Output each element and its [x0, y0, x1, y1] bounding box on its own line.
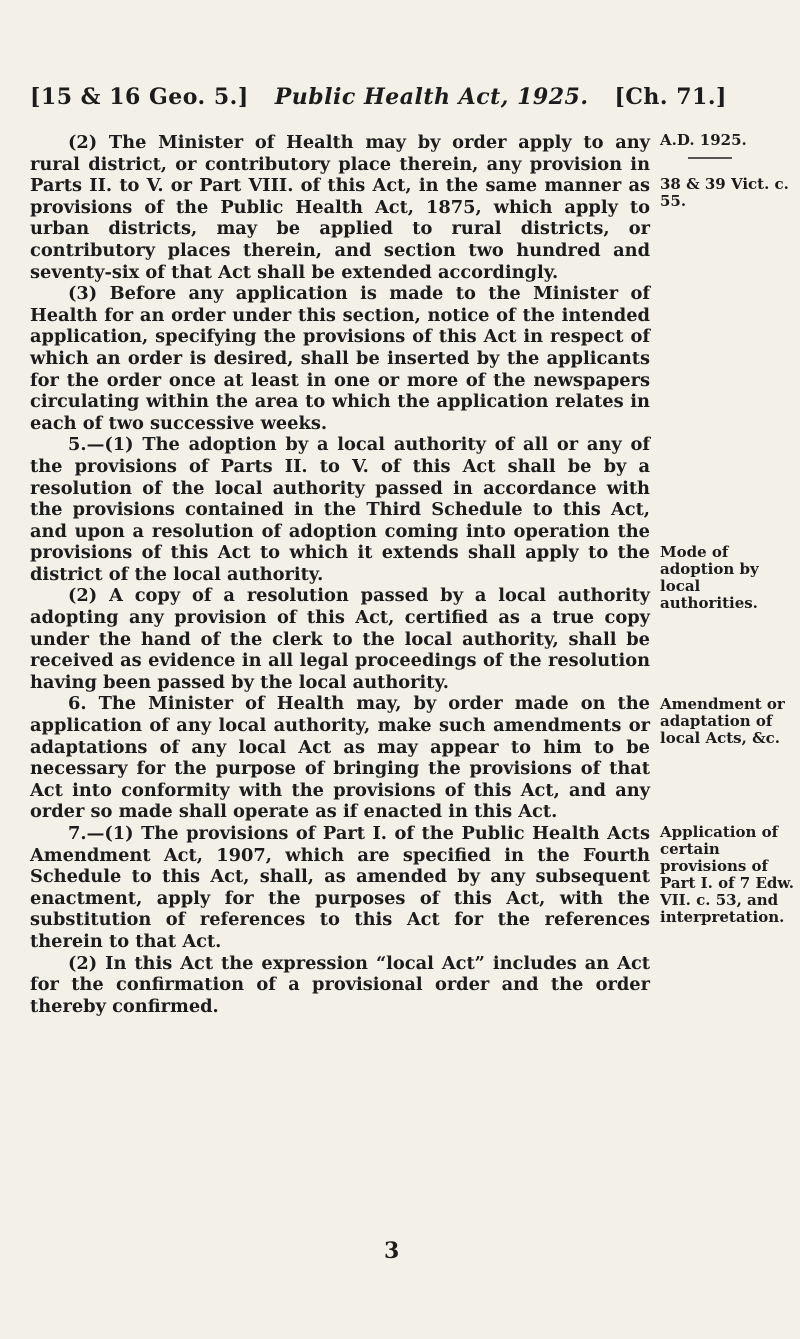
act-title: Public Health Act, 1925.: [274, 84, 589, 110]
section-7-2: (2) In this Act the expression “local Act” includes an Act for the confirmation of a provisional order and the order thereby confirmed.: [30, 952, 650, 1017]
section-7-1: 7.—(1) The provisions of Part I. of the Public Health Acts Amendment Act, 1907, which are specified in the Fourth Schedule to this Act, shall, as amended by any subsequent enactment, apply for the purposes of this Act, with the substitution of references to this Act for the references therein to that Act.: [30, 823, 650, 952]
margin-note-year: [660, 132, 795, 169]
margin-rule: [688, 157, 732, 159]
margin-note-section-5: Mode of adoption by local authorities.: [660, 543, 759, 612]
running-header: [30, 84, 727, 110]
section-5-2: (2) A copy of a resolution passed by a local authority adopting any provision of this Act, certified as a true copy under the hand of the clerk to the local authority, shall be received as evidence in all legal proceedings of the resolution having been passed by the local authority.: [30, 585, 650, 693]
body-text: [30, 132, 650, 1017]
page-number: 3: [384, 1238, 400, 1264]
paragraph-4-3: (3) Before any application is made to the Minister of Health for an order under this section, notice of the intended application, specifying the provisions of this Act in respect of which an order is desired, shall be inserted by the applicants for the order once at least in one or more of the newspapers circulating within the area to which the application relates in each of two successive weeks.: [30, 283, 650, 434]
section-6: 6. The Minister of Health may, by order made on the application of any local authority, make such amendments or adaptations of any local Act as may appear to him to be necessary for the purpose of bringing the provisions of that Act into conformity with the provisions of this Act, and any order so made shall operate as if enacted in this Act.: [30, 693, 650, 823]
regnal-reference: [15 & 16 Geo. 5.]: [30, 84, 249, 110]
paragraph-4-2: (2) The Minister of Health may by order apply to any rural district, or contributory place therein, any provision in Parts II. to V. or Part VIII. of this Act, in the same manner as provisions of the Public Health Act, 1875, which apply to urban districts, may be applied to rural districts, or contributory places therein, and section two hundred and seventy-six of that Act shall be extended accordingly.: [30, 132, 650, 283]
year-label: A.D. 1925.: [660, 131, 747, 149]
margin-note-section-6: Amendment or adaptation of local Acts, &c.: [660, 695, 785, 747]
margin-note-citation: 38 & 39 Vict. c. 55.: [660, 175, 789, 210]
chapter-reference: [Ch. 71.]: [614, 84, 727, 110]
margin-note-section-7: Application of certain provisions of Part I. of 7 Edw. VII. c. 53, and interpretation.: [660, 823, 794, 926]
section-5-1: 5.—(1) The adoption by a local authority of all or any of the provisions of Parts II. to V. of this Act shall be by a resolution of the local authority passed in accordance with the provisions contained in the Third Schedule to this Act, and upon a resolution of adoption coming into operation the provisions of this Act to which it extends shall apply to the district of the local authority.: [30, 434, 650, 585]
